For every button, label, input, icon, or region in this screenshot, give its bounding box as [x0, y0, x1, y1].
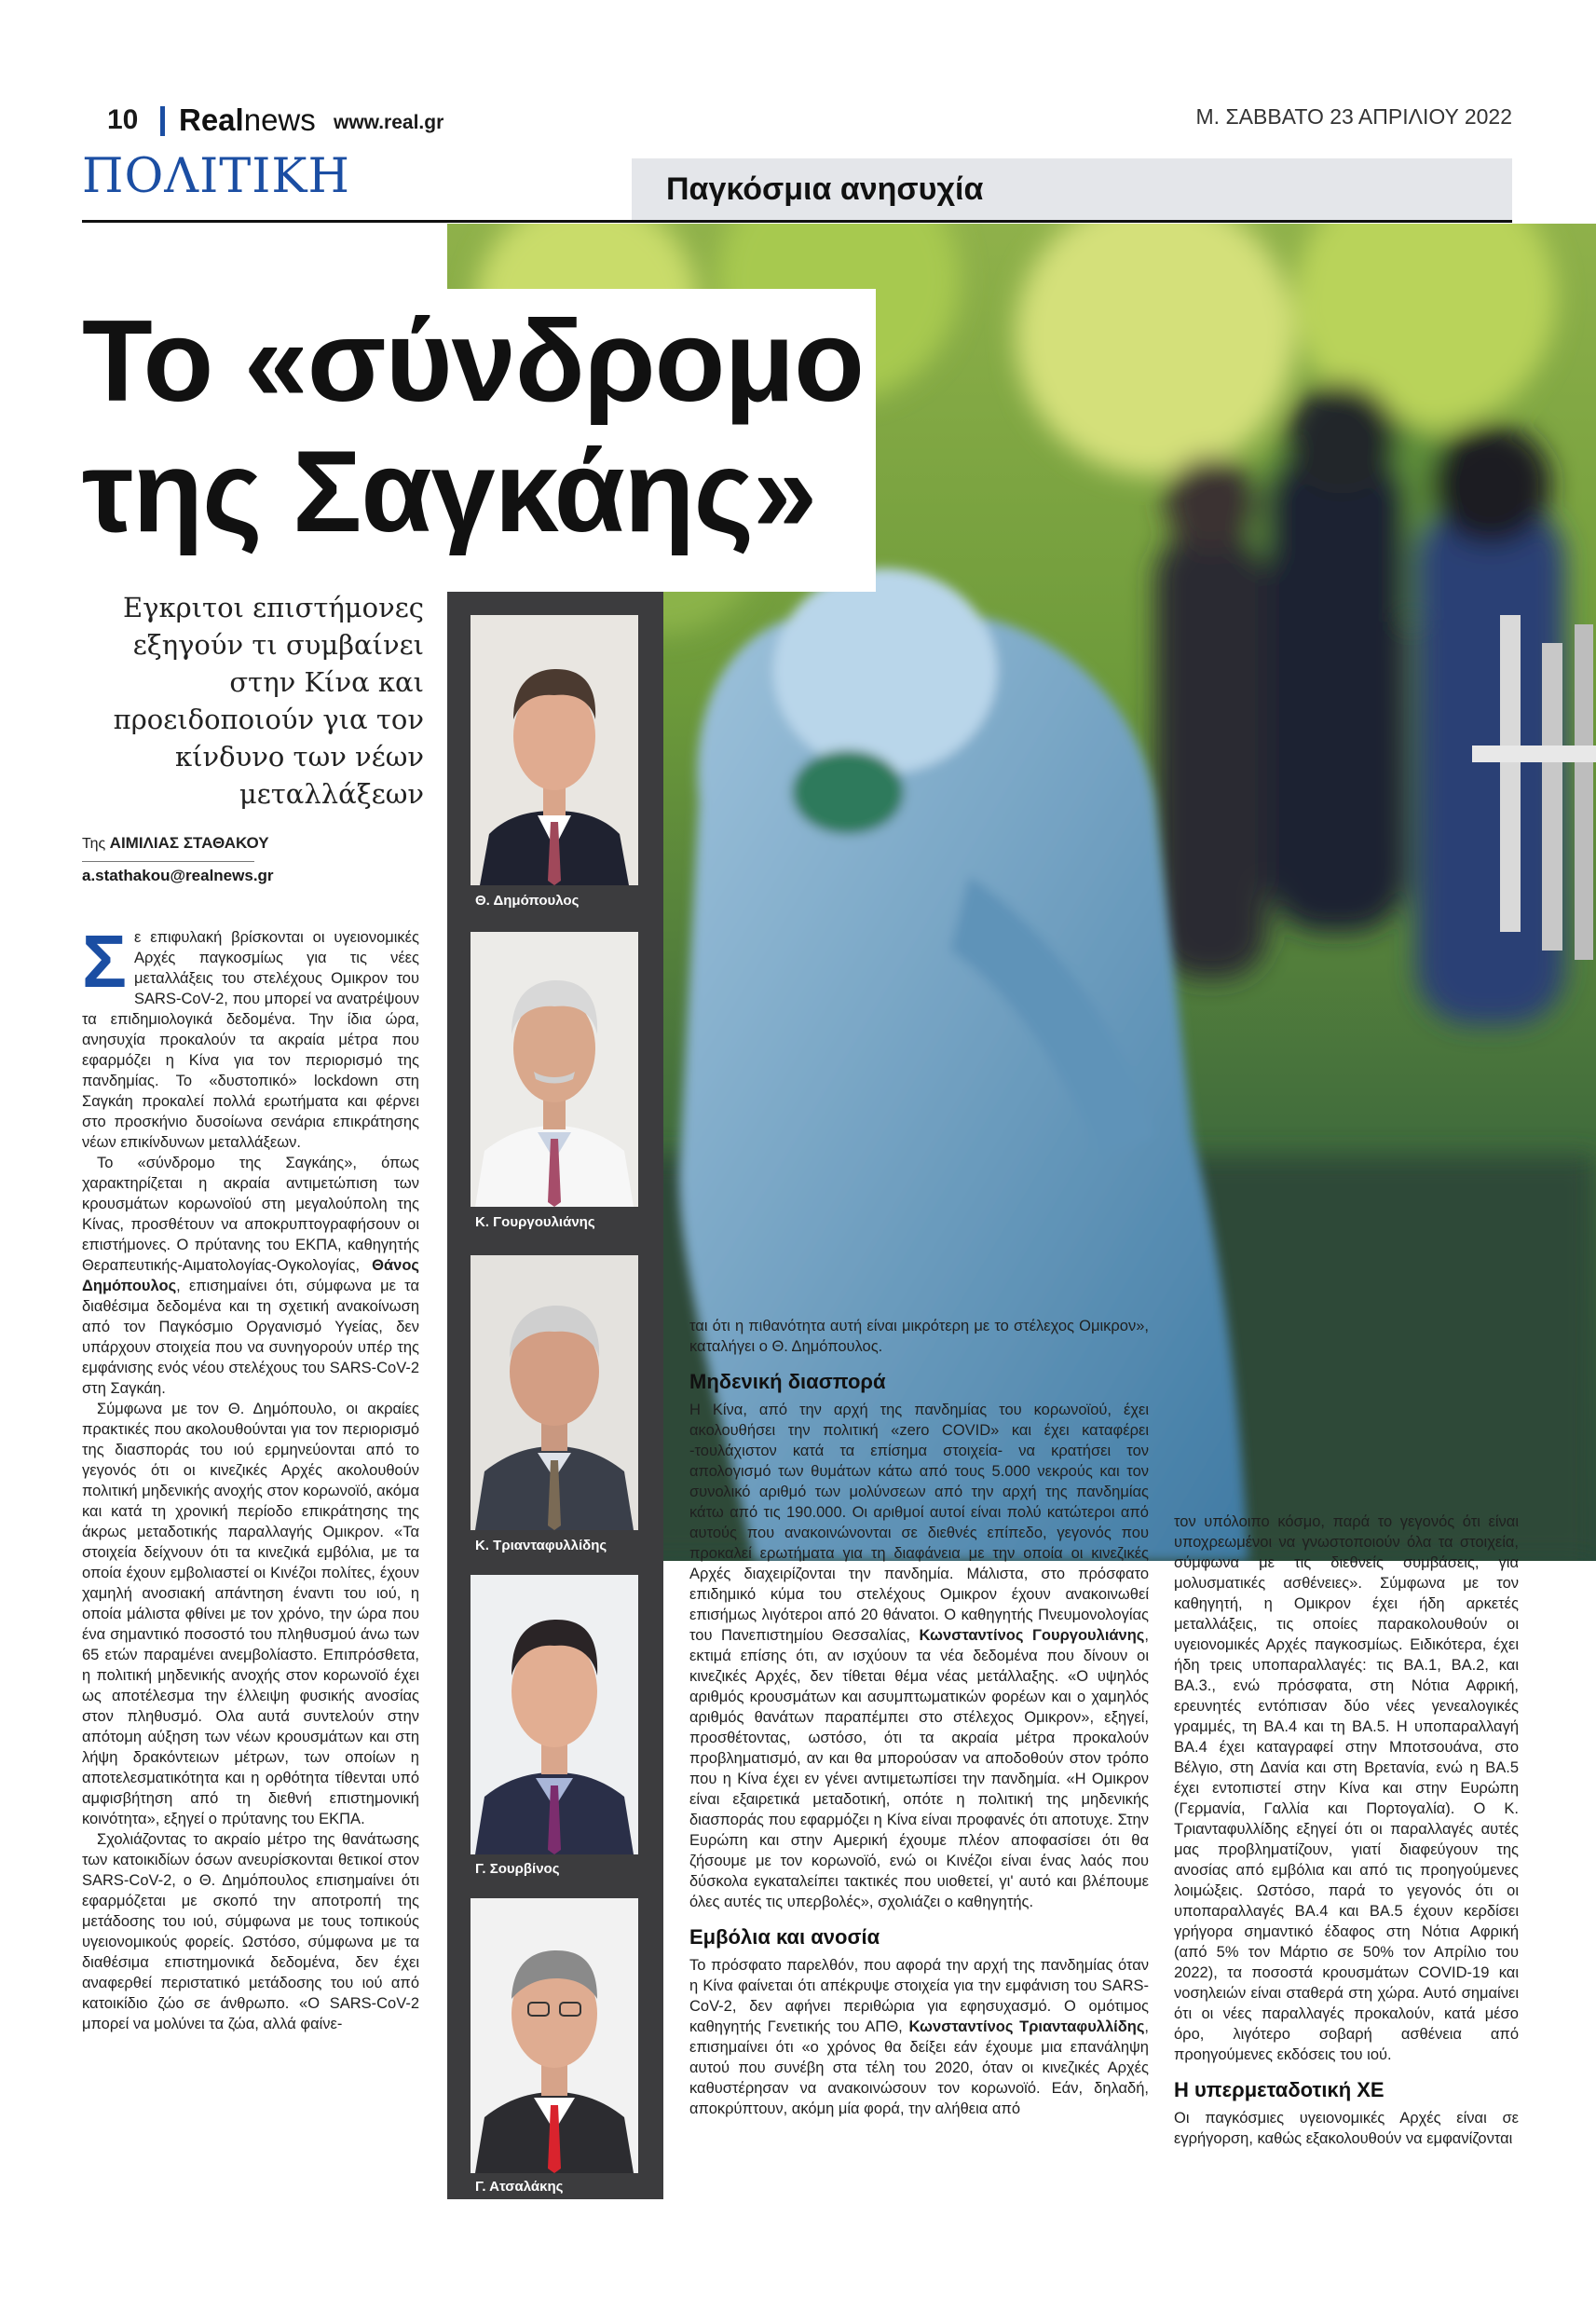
byline-author: ΑΙΜΙΛΙΑΣ ΣΤΑΘΑΚΟΥ [109, 834, 269, 852]
expert-name: Θάνος Δημόπουλος [82, 1257, 419, 1294]
paragraph-text: Το «σύνδρομο της Σαγκάης», όπως χαρακτηρίζεται η ακραία αντιμετώπιση των κρουσμάτων κορωνοϊού στη μεγαλούπολη της Κίνας, προσθέτουν να αποκρυπτογραφήσουν οι επιστήμονες. Ο πρύτανης του ΕΚΠΑ, καθηγητής Θεραπευτικής-Αιματολογίας-Ογκολογίας, [82, 1155, 419, 1274]
byline-email[interactable]: a.stathakou@realnews.gr [82, 867, 274, 884]
portrait-sourvinos [471, 1575, 638, 1854]
byline [82, 834, 269, 853]
headline-line-2: της Σαγκάης» [82, 428, 817, 556]
subheading: Μηδενική διασπορά [689, 1370, 886, 1393]
portrait-image [471, 1898, 638, 2173]
portrait-image [471, 1255, 638, 1530]
paragraph-text: ε επιφυλακή βρίσκονται οι υγειονομικές Αρχές παγκοσμίως για τις νέες μεταλλάξεις του στελέχους Ομικρον του SARS-CoV-2, που μπορεί να ανατρέψουν τα επιδημιολογικά δεδομένα. Την ίδια ώρα, ανησυχία προκαλούν τα ακραία μέτρα που εφαρμόζει η Κίνα για τον περιορισμό της πανδημίας. Το «δυστοπικό» lockdown στη Σαγκάη προκαλεί πολλά ερωτήματα και φέρνει στο προσκήνιο δυσοίωνα σενάρια επικράτησης νέων επικίνδυνων μεταλλάξεων. [82, 929, 419, 1151]
header-rule [82, 220, 1512, 223]
subheadline: Εγκριτοι επιστήμονες εξηγούν τι συμβαίνει στην Κίνα και προειδοποιούν για τον κίνδυνο των νέων μεταλλάξεων [113, 592, 424, 810]
paragraph [82, 1153, 419, 1399]
brand-url: www.real.gr [334, 112, 444, 133]
brand-light: news [243, 103, 316, 137]
headline-line-1: Το «σύνδρομο [82, 297, 864, 426]
issue-date: Μ. ΣΑΒΒΑΤΟ 23 ΑΠΡΙΛΙΟΥ 2022 [1195, 104, 1512, 129]
lead-paragraph [82, 920, 419, 1153]
portrait-caption: Κ. Γουργουλιάνης [475, 1214, 595, 1230]
byline-prefix: Της [82, 836, 106, 852]
paragraph: Σύμφωνα με τον Θ. Δημόπουλο, οι ακραίες πρακτικές που ακολουθούνται για τον περιορισμό της διασποράς του ιού ερμηνεύονται από το γεγονός ότι οι κινεζικές Αρχές ακολουθούν πολιτική μηδενικής ανοχής στον κορωνοϊό, ακόμα και κατά τη χρονική περίοδο επικράτησης της άκρως μεταδοτικής παραλλαγής Ομικρον. «Τα στοιχεία δείχνουν ότι τα κινεζικά εμβόλια, με τα οποία έχουν εμβολιαστεί οι Κινέζοι πολίτες, έχουν χαμηλή ανοσιακή απάντηση έναντι του ιού, η οποία μάλιστα φθίνει με τον χρόνο, την ώρα που ένα σημαντικό ποσοστό του πληθυσμού άνω των 65 ετών παραμένει ανεμβολίαστο. Επιπρόσθετα, η πολιτική μηδενικής ανοχής στον κορωνοϊό έχει ως αποτέλεσμα την έλλειψη φυσικής ανοσίας στον πληθυσμό. Ολα αυτά συντελούν στην απότομη αύξηση των νέων κρουσμάτων και στη λήψη δρακόντειων μέτρων, των οποίων η αποτελεσματικότητα και η ορθότητα τίθενται υπό αμφισβήτηση από τη διεθνή επιστημονική κοινότητα», εξηγεί ο πρύτανης του ΕΚΠΑ. [82, 1401, 419, 1827]
portrait-image [471, 615, 638, 885]
portrait-gourgoulianis [471, 932, 638, 1207]
portrait-dimopoulos [471, 615, 638, 885]
paragraph: τον υπόλοιπο κόσμο, παρά το γεγονός ότι είναι υποχρεωμένοι να γνωστοποιούν όλα τα στοιχεία, σύμφωνα με τις διεθνείς συμβάσεις, για μολυσματικές ασθένειες». Σύμφωνα με τον καθηγητή, η Ομικρον έχει ήδη αρκετές μεταλλάξεις, τις οποίες παρακολουθούν οι υγειονομικές Αρχές παγκοσμίως. Ειδικότερα, έχει ήδη τρεις υποπαραλλαγές: τις BA.1, BA.2, και BA.3., ενώ πρόσφατα, στη Νότια Αφρική, ερευνητές εντόπισαν δύο νέες γενεαλογικές γραμμές, τη BA.4 και τη BA.5. Η υποπαραλλαγή BA.4 έχει καταγραφεί στην Μποτσουάνα, στο Βέλγιο, στη Δανία και στη Βρετανία, ενώ η BA.5 έχει εντοπιστεί στην Κίνα και στην Ευρώπη (Γερμανία, Γαλλία και Πορτογαλία). Ο Κ. Τριανταφυλλίδης εξηγεί ότι οι παραλλαγές αυτές μας προβληματίζουν, γιατί διαφεύγουν της ανοσίας από εμβόλια και από τις προηγούμενες λοιμώξεις. Ωστόσο, παρά το γεγονός ότι οι υποπαραλλαγές BA.4 και BA.5 έχουν κερδίσει γρήγορα σημαντικό έδαφος στη Νότια Αφρική (από 5% τον Μάρτιο σε 50% τον Απρίλιο του 2022), τα ποσοστά κρουσμάτων COVID-19 και νοσηλειών είναι σταθερά στη χώρα. Αυτό σημαίνει ότι οι νέες παραλλαγές προκαλούν, κατά μέσο όρο, λιγότερο σοβαρή ασθένεια από προηγούμενες εκδόσεις του ιού. [1174, 1513, 1519, 2063]
header-divider [160, 106, 165, 136]
portrait-caption: Γ. Ατσαλάκης [475, 2179, 564, 2195]
dropcap: Σ [82, 920, 128, 1003]
page-number: 10 [107, 104, 139, 135]
portrait-image [471, 1575, 638, 1854]
article-column-3 [1174, 1512, 1519, 2149]
portrait-caption: Κ. Τριανταφυλλίδης [475, 1538, 607, 1553]
paragraph-text: , επισημαίνει ότι, σύμφωνα με τα διαθέσιμα δεδομένα και τη σχετική ανακοίνωση από τον Παγκόσμιο Οργανισμό Υγείας, δεν υπάρχουν στοιχεία που να συνηγορούν υπέρ της εμφάνισης ενός νέου στελέχους του SARS-CoV-2 στη Σαγκάη. [82, 1278, 419, 1397]
subheading: Εμβόλια και ανοσία [689, 1925, 880, 1949]
paragraph-text: , εκτιμά επίσης ότι, αν ισχύουν τα νέα δεδομένα που δίνουν οι κινεζικές Αρχές, δεν τίθεται θέμα νέας μετάλλαξης. «Ο υψηλός αριθμός κρουσμάτων και ασυμπτωματικών φορέων και ο χαμηλός αριθμός θανάτων παραπέμπει στο στέλεχος Ομικρον», εξηγεί, προσθέτοντας, ωστόσο, ότι τα ακραία μέτρα προκαλούν προβληματισμό, αν και θα μπορούσαν να αποδοθούν στον τρόπο που η Κίνα έχει εν γένει αντιμετωπίσει την πανδημία. «Η Ομικρον είναι εξαιρετικά μεταδοτική, οπότε η πολιτική της μηδενικής διασποράς που εφαρμόζει η Κίνα είναι προφανές ότι αποτυχε. Στην Ευρώπη και στην Αμερική έχουμε πλέον αποφασίσει ότι θα ζήσουμε με τον κορωνοϊό, ενώ οι Κινέζοι είναι ένας λαός που δύσκολα εγκαταλείπει τακτικές που υιοθετεί, γι' αυτό και βλέπουμε όλες αυτές τις υπερβολές», σχολιάζει ο καθηγητής. [689, 1627, 1149, 1910]
brand-bold: Real [179, 103, 244, 137]
subheading: Η υπερμεταδοτική ΧΕ [1174, 2078, 1385, 2101]
byline-divider [82, 861, 254, 862]
paragraph [689, 1955, 1149, 2119]
paragraph: Σχολιάζοντας το ακραίο μέτρο της θανάτωσης των κατοικιδίων όσων ανευρίσκονται θετικοί στον SARS-CoV-2, ο Θ. Δημόπουλος επισημαίνει ότι εφαρμόζεται με σκοπό την αποτροπή της μετάδοσης του ιού, σύμφωνα με τους τοπικούς υγειονομικούς φορείς. Ωστόσο, σύμφωνα με τα διαθέσιμα επιστημονικά δεδομένα, δεν έχει αναφερθεί περιστατικό μετάδοσης του ιού από κατοικίδιο ζώο σε άνθρωπο. «Ο SARS-CoV-2 μπορεί να μολύνει τα ζώα, αλλά φαίνε- [82, 1831, 419, 2032]
portrait-caption: Θ. Δημόπουλος [475, 893, 580, 909]
portrait-atsalakis [471, 1898, 638, 2173]
article-column-1 [82, 920, 419, 2034]
portrait-triantafyllidis [471, 1255, 638, 1530]
brand-logo [179, 103, 316, 138]
portrait-image [471, 932, 638, 1207]
paragraph [689, 1400, 1149, 1912]
headline [82, 296, 883, 557]
expert-name: Κωνσταντίνος Τριανταφυλλίδης [908, 2018, 1145, 2035]
paragraph: Οι παγκόσμιες υγειονομικές Αρχές είναι σε εγρήγορση, καθώς εξακολουθούν να εμφανίζονται [1174, 2110, 1519, 2147]
portrait-caption: Γ. Σουρβίνος [475, 1861, 560, 1877]
paragraph-text: , επισημαίνει ότι «ο χρόνος θα δείξει εάν έχουμε μια επανάληψη αυτού που συνέβη στα τέλη του 2020, όταν οι κινεζικές Αρχές καθυστέρησαν να ανακοινώσουν τον κορωνοϊό. Εάν, δηλαδή, αποκρύπτουν, ακόμη μία φορά, την αλήθεια από [689, 2018, 1149, 2117]
section-title: ΠΟΛΙΤΙΚΗ [82, 149, 351, 204]
paragraph-text: Η Κίνα, από την αρχή της πανδημίας του κορωνοϊού, έχει ακολουθήσει την πολιτική «zero COVID» και έχει καταφέρει -τουλάχιστον κατά τα επίσημα στοιχεία- να κρατήσει τον απολογισμό των θυμάτων κάτω από τους 5.000 νεκρούς και τον συνολικό αριθμό των μολύνσεων από την αρχή της πανδημίας κάτω από τις 190.000. Οι αριθμοί αυτοί είναι πολύ κατώτεροι από αυτούς που ανακοινώνονται σε διεθνές επίπεδο, γεγονός που προκαλεί ερωτήματα για τη διαφάνεια με την οποία οι κινεζικές Αρχές διαχειρίζονται την πανδημία. Μάλιστα, στο πρόσφατο επιδημικό κύμα του στελέχους Ομικρον έχουν ανακοινωθεί επισήμως λιγότεροι από 20 θάνατοι. Ο καθηγητής Πνευμονολογίας του Πανεπιστημίου Θεσσαλίας, [689, 1402, 1149, 1644]
paragraph-text: Το πρόσφατο παρελθόν, που αφορά την αρχή της πανδημίας όταν η Κίνα φαίνεται ότι απέκρυψε στοιχεία για την εμφάνιση του SARS-CoV-2, δεν αφήνει περιθώρια για εφησυχασμό. Ο ομότιμος καθηγητής Γενετικής του ΑΠΘ, [689, 1957, 1149, 2035]
article-column-2 [689, 1316, 1149, 2119]
paragraph: ται ότι η πιθανότητα αυτή είναι μικρότερη με το στέλεχος Ομικρον», καταλήγει ο Θ. Δημόπουλος. [689, 1318, 1149, 1355]
portrait-strip [447, 592, 663, 2199]
expert-name: Κωνσταντίνος Γουργουλιάνης [919, 1627, 1145, 1644]
topic-label: Παγκόσμια ανησυχία [666, 171, 984, 207]
